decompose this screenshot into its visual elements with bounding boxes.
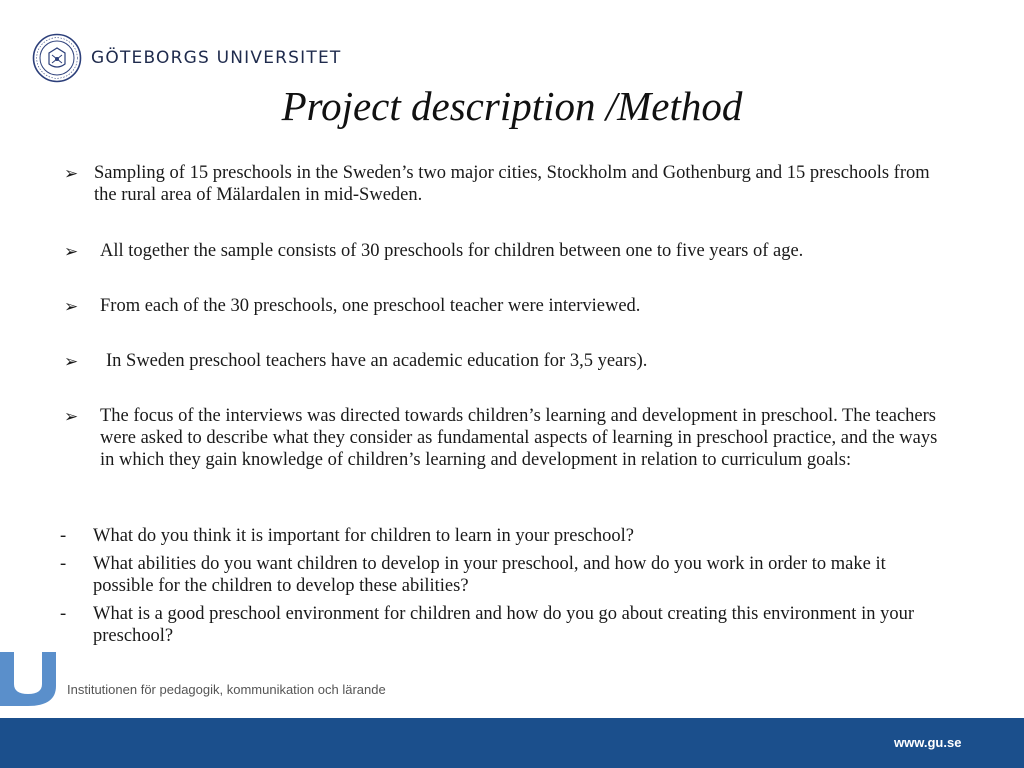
- question-item: [60, 525, 950, 547]
- bullet-text: The focus of the interviews was directed towards children’s learning and development in preschool. The teachers were asked to describe what they consider as fundamental aspects of learning in preschool practice, and the ways in which they gain knowledge of children’s learning and development in relation to curriculum goals:: [100, 406, 938, 470]
- slide-title: Project description /Method: [281, 83, 743, 129]
- bullet-item: [64, 405, 954, 471]
- arrow-bullet-icon: ➢: [64, 164, 79, 183]
- department-name: Institutionen för pedagogik, kommunikation och lärande: [67, 682, 386, 697]
- arrow-bullet-icon: ➢: [64, 352, 79, 371]
- bullet-item: [64, 295, 954, 317]
- university-seal-icon: [32, 33, 82, 83]
- u-logo-icon: [0, 652, 56, 706]
- bullet-item: [64, 162, 954, 206]
- arrow-bullet-icon: ➢: [64, 242, 79, 261]
- university-name: GÖTEBORGS UNIVERSITET: [91, 48, 342, 68]
- question-text: What do you think it is important for children to learn in your preschool?: [93, 526, 634, 546]
- interview-questions: [60, 525, 950, 653]
- bullet-item: [64, 240, 954, 262]
- dash-bullet: -: [60, 526, 67, 546]
- arrow-bullet-icon: ➢: [64, 407, 79, 426]
- dash-bullet: -: [60, 604, 67, 624]
- bullet-text: Sampling of 15 preschools in the Sweden’s two major cities, Stockholm and Gothenburg and 15 preschools from the rural area of Mälardalen in mid-Sweden.: [94, 163, 930, 205]
- question-text: What abilities do you want children to develop in your preschool, and how do you work in order to make it possible for the children to develop these abilities?: [93, 554, 886, 596]
- bullet-item: [64, 350, 954, 372]
- bullet-text: In Sweden preschool teachers have an academic education for 3,5 years).: [106, 351, 648, 371]
- website-link[interactable]: www.gu.se: [894, 735, 962, 750]
- footer-bar: [0, 718, 1024, 768]
- question-text: What is a good preschool environment for children and how do you go about creating this environment in your preschool?: [93, 604, 915, 646]
- question-item: [60, 603, 950, 647]
- question-item: [60, 553, 950, 597]
- university-logo: [32, 33, 341, 83]
- bullet-text: All together the sample consists of 30 preschools for children between one to five years of age.: [100, 241, 804, 261]
- dash-bullet: -: [60, 554, 67, 574]
- arrow-bullet-icon: ➢: [64, 297, 79, 316]
- bullet-list: [64, 162, 954, 471]
- bullet-text: From each of the 30 preschools, one preschool teacher were interviewed.: [100, 296, 641, 316]
